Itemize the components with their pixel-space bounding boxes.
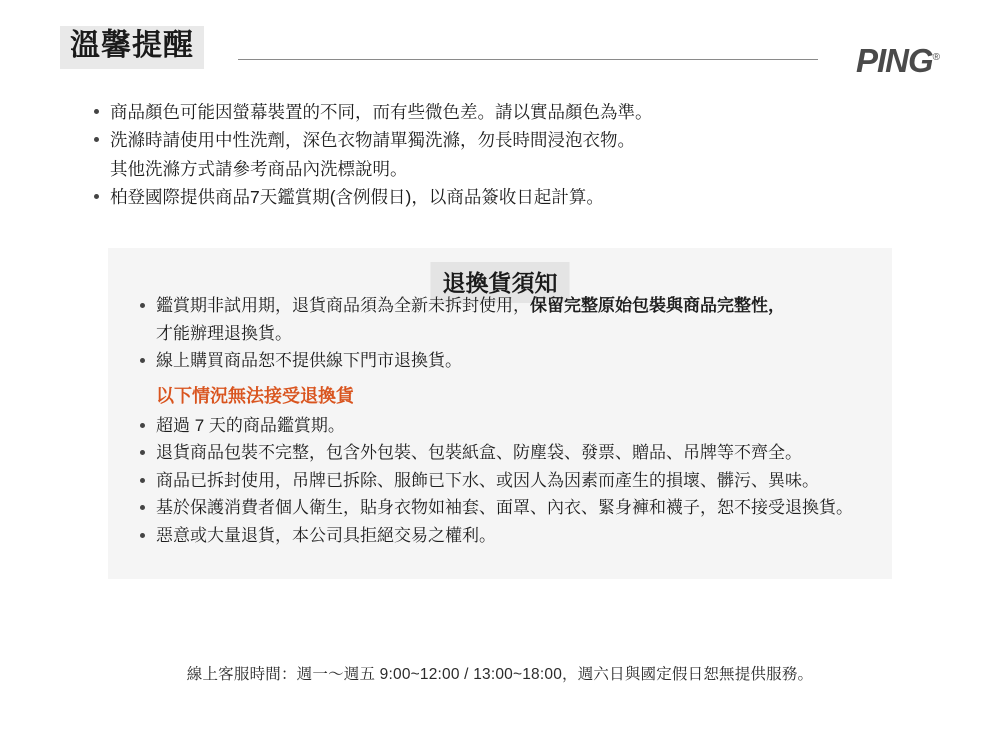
- warning-text: 基於保護消費者個人衛生，貼身衣物如袖套、面罩、內衣、緊身褲和襪子，恕不接受退換貨。: [156, 498, 853, 518]
- note-text: 柏登國際提供商品7天鑑賞期(含例假日)，以商品簽收日起計算。: [110, 187, 604, 208]
- list-item: [134, 522, 866, 550]
- brand-name: PING: [855, 42, 933, 79]
- brand-logo: [856, 42, 940, 80]
- warning-list: [134, 412, 866, 550]
- page-header: [60, 26, 940, 82]
- note-text: 洗滌時請使用中性洗劑，深色衣物請單獨洗滌，勿長時間浸泡衣物。: [110, 130, 635, 151]
- warning-text: 退貨商品包裝不完整，包含外包裝、包裝紙盒、防塵袋、發票、贈品、吊牌等不齊全。: [156, 443, 802, 463]
- list-item: [134, 347, 866, 375]
- warning-text: 惡意或大量退貨，本公司具拒絕交易之權利。: [156, 525, 496, 545]
- list-item: [134, 439, 866, 467]
- warning-heading: 以下情況無法接受退換貨: [156, 385, 354, 406]
- warning-text: 商品已拆封使用，吊牌已拆除、服飾已下水、或因人為因素而產生的損壞、髒污、異味。: [156, 470, 819, 490]
- note-text: 商品顏色可能因螢幕裝置的不同，而有些微色差。請以實品顏色為準。: [110, 102, 653, 122]
- policy-subtext: 才能辦理退換貨。: [156, 323, 292, 343]
- registered-trademark-icon: ®: [932, 52, 940, 63]
- list-item: [134, 494, 866, 522]
- list-item: [88, 126, 928, 183]
- header-divider: [238, 59, 818, 60]
- page-title: 溫馨提醒: [60, 26, 204, 69]
- warning-text: 超過 7 天的商品鑑賞期。: [156, 415, 345, 435]
- list-item: [134, 292, 866, 347]
- policy-text-bold: 保留完整原始包裝與商品完整性，: [530, 296, 785, 315]
- return-policy-list: [134, 292, 866, 375]
- note-subtext: 其他洗滌方式請參考商品內洗標說明。: [110, 158, 408, 179]
- policy-text: 線上購買商品恕不提供線下門市退換貨。: [156, 351, 462, 371]
- top-notes-list: [88, 98, 928, 211]
- list-item: [88, 98, 928, 126]
- return-policy-title: 退換貨須知: [431, 262, 570, 303]
- customer-service-hours: 線上客服時間：週一～週五 9:00~12:00 / 13:00~18:00，週六日與國定假日恕無提供服務。: [186, 666, 814, 683]
- list-item: [134, 467, 866, 495]
- list-item: [88, 183, 928, 211]
- return-policy-panel: [108, 248, 892, 579]
- policy-text: 鑑賞期非試用期，退貨商品須為全新未拆封使用，: [156, 296, 530, 315]
- list-item: [134, 412, 866, 440]
